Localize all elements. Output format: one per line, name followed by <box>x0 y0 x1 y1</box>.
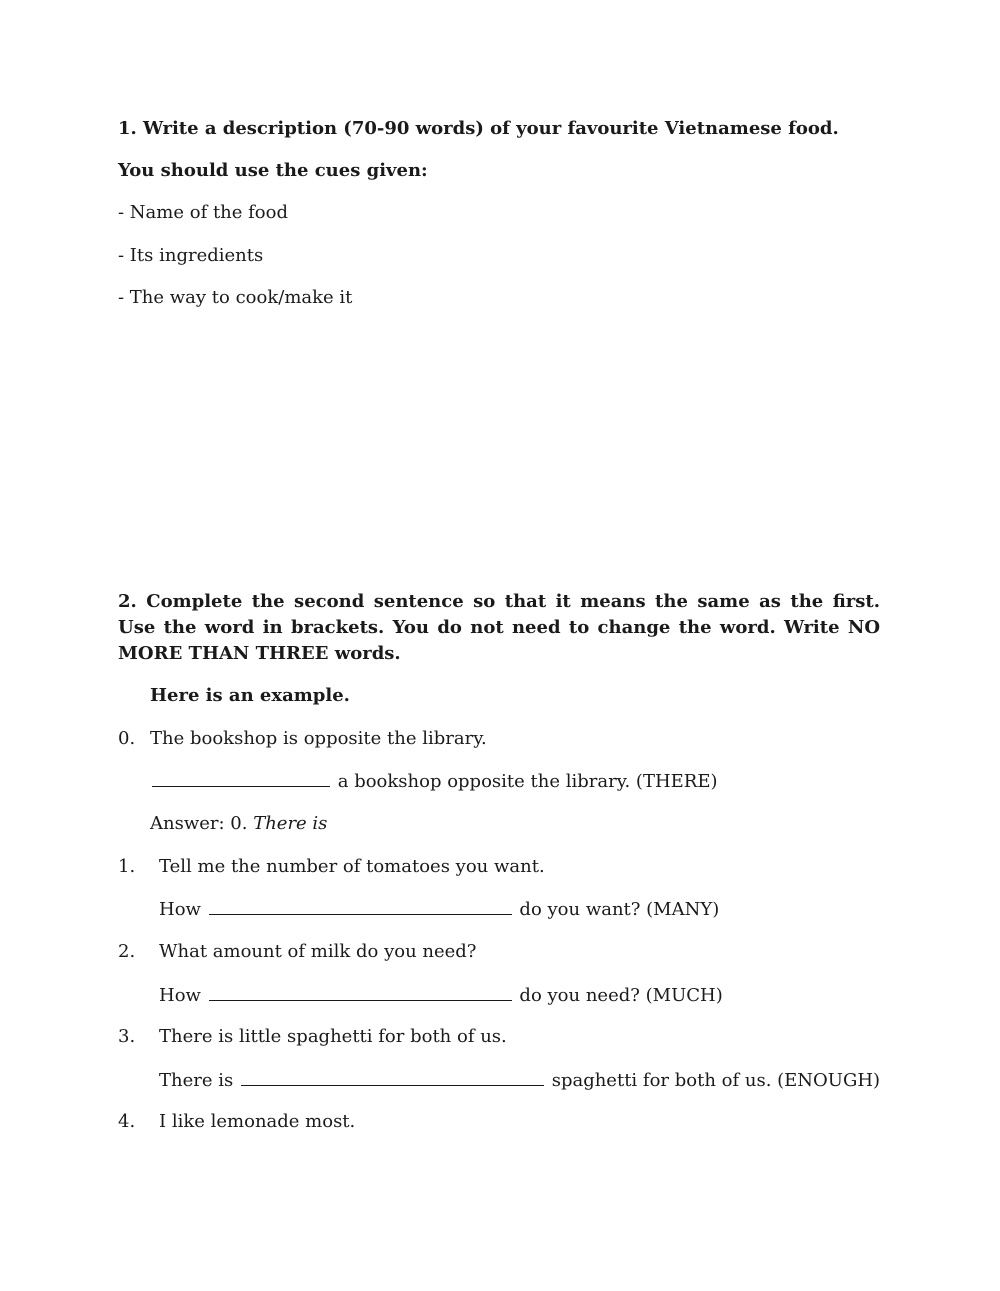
question-rewrite <box>159 984 723 1007</box>
task1-title: 1. Write a description (70-90 words) of your favourite Vietnamese food. <box>118 118 839 139</box>
rewrite-tail: do you need? (MUCH) <box>519 985 723 1006</box>
rewrite-head: How <box>159 985 201 1006</box>
question-rewrite <box>159 1069 880 1092</box>
rewrite-head: How <box>159 899 201 920</box>
question-number: 0. <box>118 728 136 749</box>
example-rewrite <box>150 770 718 793</box>
question-sentence: I like lemonade most. <box>159 1111 356 1132</box>
task1-instruction: You should use the cues given: <box>118 160 428 181</box>
task2-title: 2. Complete the second sentence so that it means the same as the first. Use the word in brackets. You do not need to change the word. Write NO MORE THAN THREE words. <box>118 591 880 664</box>
answer-prefix: Answer: 0. <box>150 813 248 834</box>
example-sentence: The bookshop is opposite the library. <box>150 728 487 749</box>
question-rewrite <box>159 898 719 921</box>
rewrite-tail: spaghetti for both of us. (ENOUGH) <box>551 1070 881 1091</box>
question-sentence: There is little spaghetti for both of us. <box>159 1026 507 1047</box>
answer-blank[interactable] <box>241 1069 544 1086</box>
cue-item: - Its ingredients <box>118 245 264 266</box>
example-heading: Here is an example. <box>150 685 350 706</box>
question-number: 2. <box>118 941 136 962</box>
question-sentence: What amount of milk do you need? <box>159 941 477 962</box>
rewrite-tail: a bookshop opposite the library. (THERE) <box>337 771 718 792</box>
question-number: 3. <box>118 1026 136 1047</box>
example-answer <box>150 813 327 835</box>
answer-value: There is <box>253 813 328 834</box>
cue-item: - Name of the food <box>118 202 289 223</box>
rewrite-head: There is <box>159 1070 234 1091</box>
answer-blank[interactable] <box>209 984 512 1001</box>
question-number: 1. <box>118 856 136 877</box>
question-number: 4. <box>118 1111 136 1132</box>
rewrite-tail: do you want? (MANY) <box>519 899 720 920</box>
question-sentence: Tell me the number of tomatoes you want. <box>159 856 545 877</box>
cue-item: - The way to cook/make it <box>118 287 353 308</box>
answer-blank[interactable] <box>209 898 512 915</box>
answer-blank <box>152 770 330 787</box>
